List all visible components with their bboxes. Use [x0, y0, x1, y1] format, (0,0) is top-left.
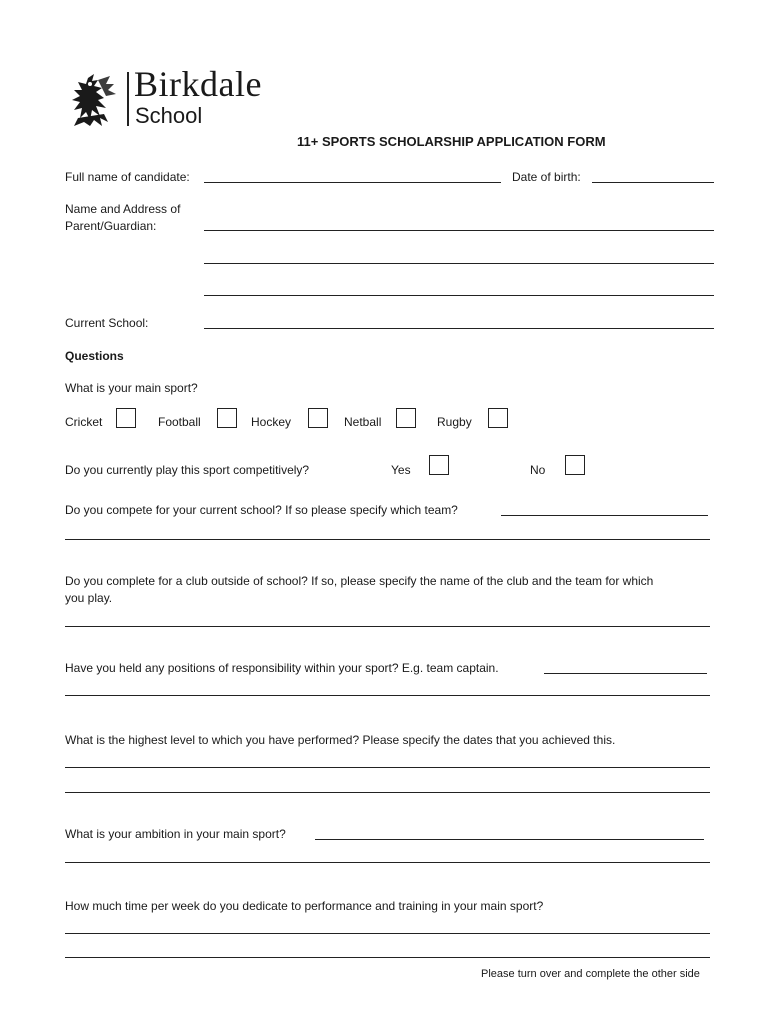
- rugby-checkbox[interactable]: [488, 408, 508, 428]
- q-ambition: What is your ambition in your main sport?: [65, 827, 286, 841]
- sport-label-hockey: Hockey: [251, 415, 292, 429]
- hockey-checkbox[interactable]: [308, 408, 328, 428]
- responsibility-field[interactable]: [544, 673, 707, 674]
- time-field-2[interactable]: [65, 957, 710, 958]
- highest-level-field-2[interactable]: [65, 792, 710, 793]
- netball-checkbox[interactable]: [396, 408, 416, 428]
- no-checkbox[interactable]: [565, 455, 585, 475]
- q-school-team: Do you compete for your current school? If so please specify which team?: [65, 503, 458, 517]
- logo-divider: [127, 72, 129, 126]
- highest-level-field-1[interactable]: [65, 767, 710, 768]
- parent-label-line2: Parent/Guardian:: [65, 219, 157, 233]
- q-competitive: Do you currently play this sport competitively?: [65, 463, 310, 477]
- responsibility-field-2[interactable]: [65, 695, 710, 696]
- yes-checkbox[interactable]: [429, 455, 449, 475]
- parent-address-field-2[interactable]: [204, 263, 714, 264]
- q-main-sport: What is your main sport?: [65, 381, 198, 395]
- sport-label-rugby: Rugby: [437, 415, 472, 429]
- form-title: 11+ SPORTS SCHOLARSHIP APPLICATION FORM: [297, 134, 606, 149]
- full-name-label: Full name of candidate:: [65, 170, 190, 184]
- cricket-checkbox[interactable]: [116, 408, 136, 428]
- q-time: How much time per week do you dedicate to performance and training in your main sport?: [65, 899, 544, 913]
- footer-note: Please turn over and complete the other side: [481, 968, 700, 980]
- ambition-field-2[interactable]: [65, 862, 710, 863]
- q-responsibility: Have you held any positions of responsibility within your sport? E.g. team captain.: [65, 661, 499, 675]
- club-field[interactable]: [65, 626, 710, 627]
- current-school-label: Current School:: [65, 316, 149, 330]
- current-school-field[interactable]: [204, 328, 714, 329]
- no-label: No: [530, 463, 546, 477]
- parent-address-field-3[interactable]: [204, 295, 714, 296]
- parent-address-field-1[interactable]: [204, 230, 714, 231]
- football-checkbox[interactable]: [217, 408, 237, 428]
- school-team-field-2[interactable]: [65, 539, 710, 540]
- dragon-crest-icon: [68, 72, 122, 128]
- dob-label: Date of birth:: [512, 170, 581, 184]
- dob-field[interactable]: [592, 182, 714, 183]
- time-field-1[interactable]: [65, 933, 710, 934]
- q-highest-level: What is the highest level to which you have performed? Please specify the dates that you achieved this.: [65, 733, 616, 747]
- ambition-field[interactable]: [315, 839, 704, 840]
- yes-label: Yes: [391, 463, 411, 477]
- logo-subname: School: [135, 103, 203, 128]
- parent-label-line1: Name and Address of: [65, 202, 181, 216]
- logo-wordmark: Birkdale: [134, 64, 262, 104]
- q-club-line1: Do you complete for a club outside of school? If so, please specify the name of the club and the team for which: [65, 574, 654, 588]
- sport-label-football: Football: [158, 415, 201, 429]
- full-name-field[interactable]: [204, 182, 501, 183]
- school-team-field[interactable]: [501, 515, 708, 516]
- sport-label-netball: Netball: [344, 415, 382, 429]
- questions-heading: Questions: [65, 349, 124, 363]
- q-club-line2: you play.: [65, 591, 113, 605]
- sport-label-cricket: Cricket: [65, 415, 103, 429]
